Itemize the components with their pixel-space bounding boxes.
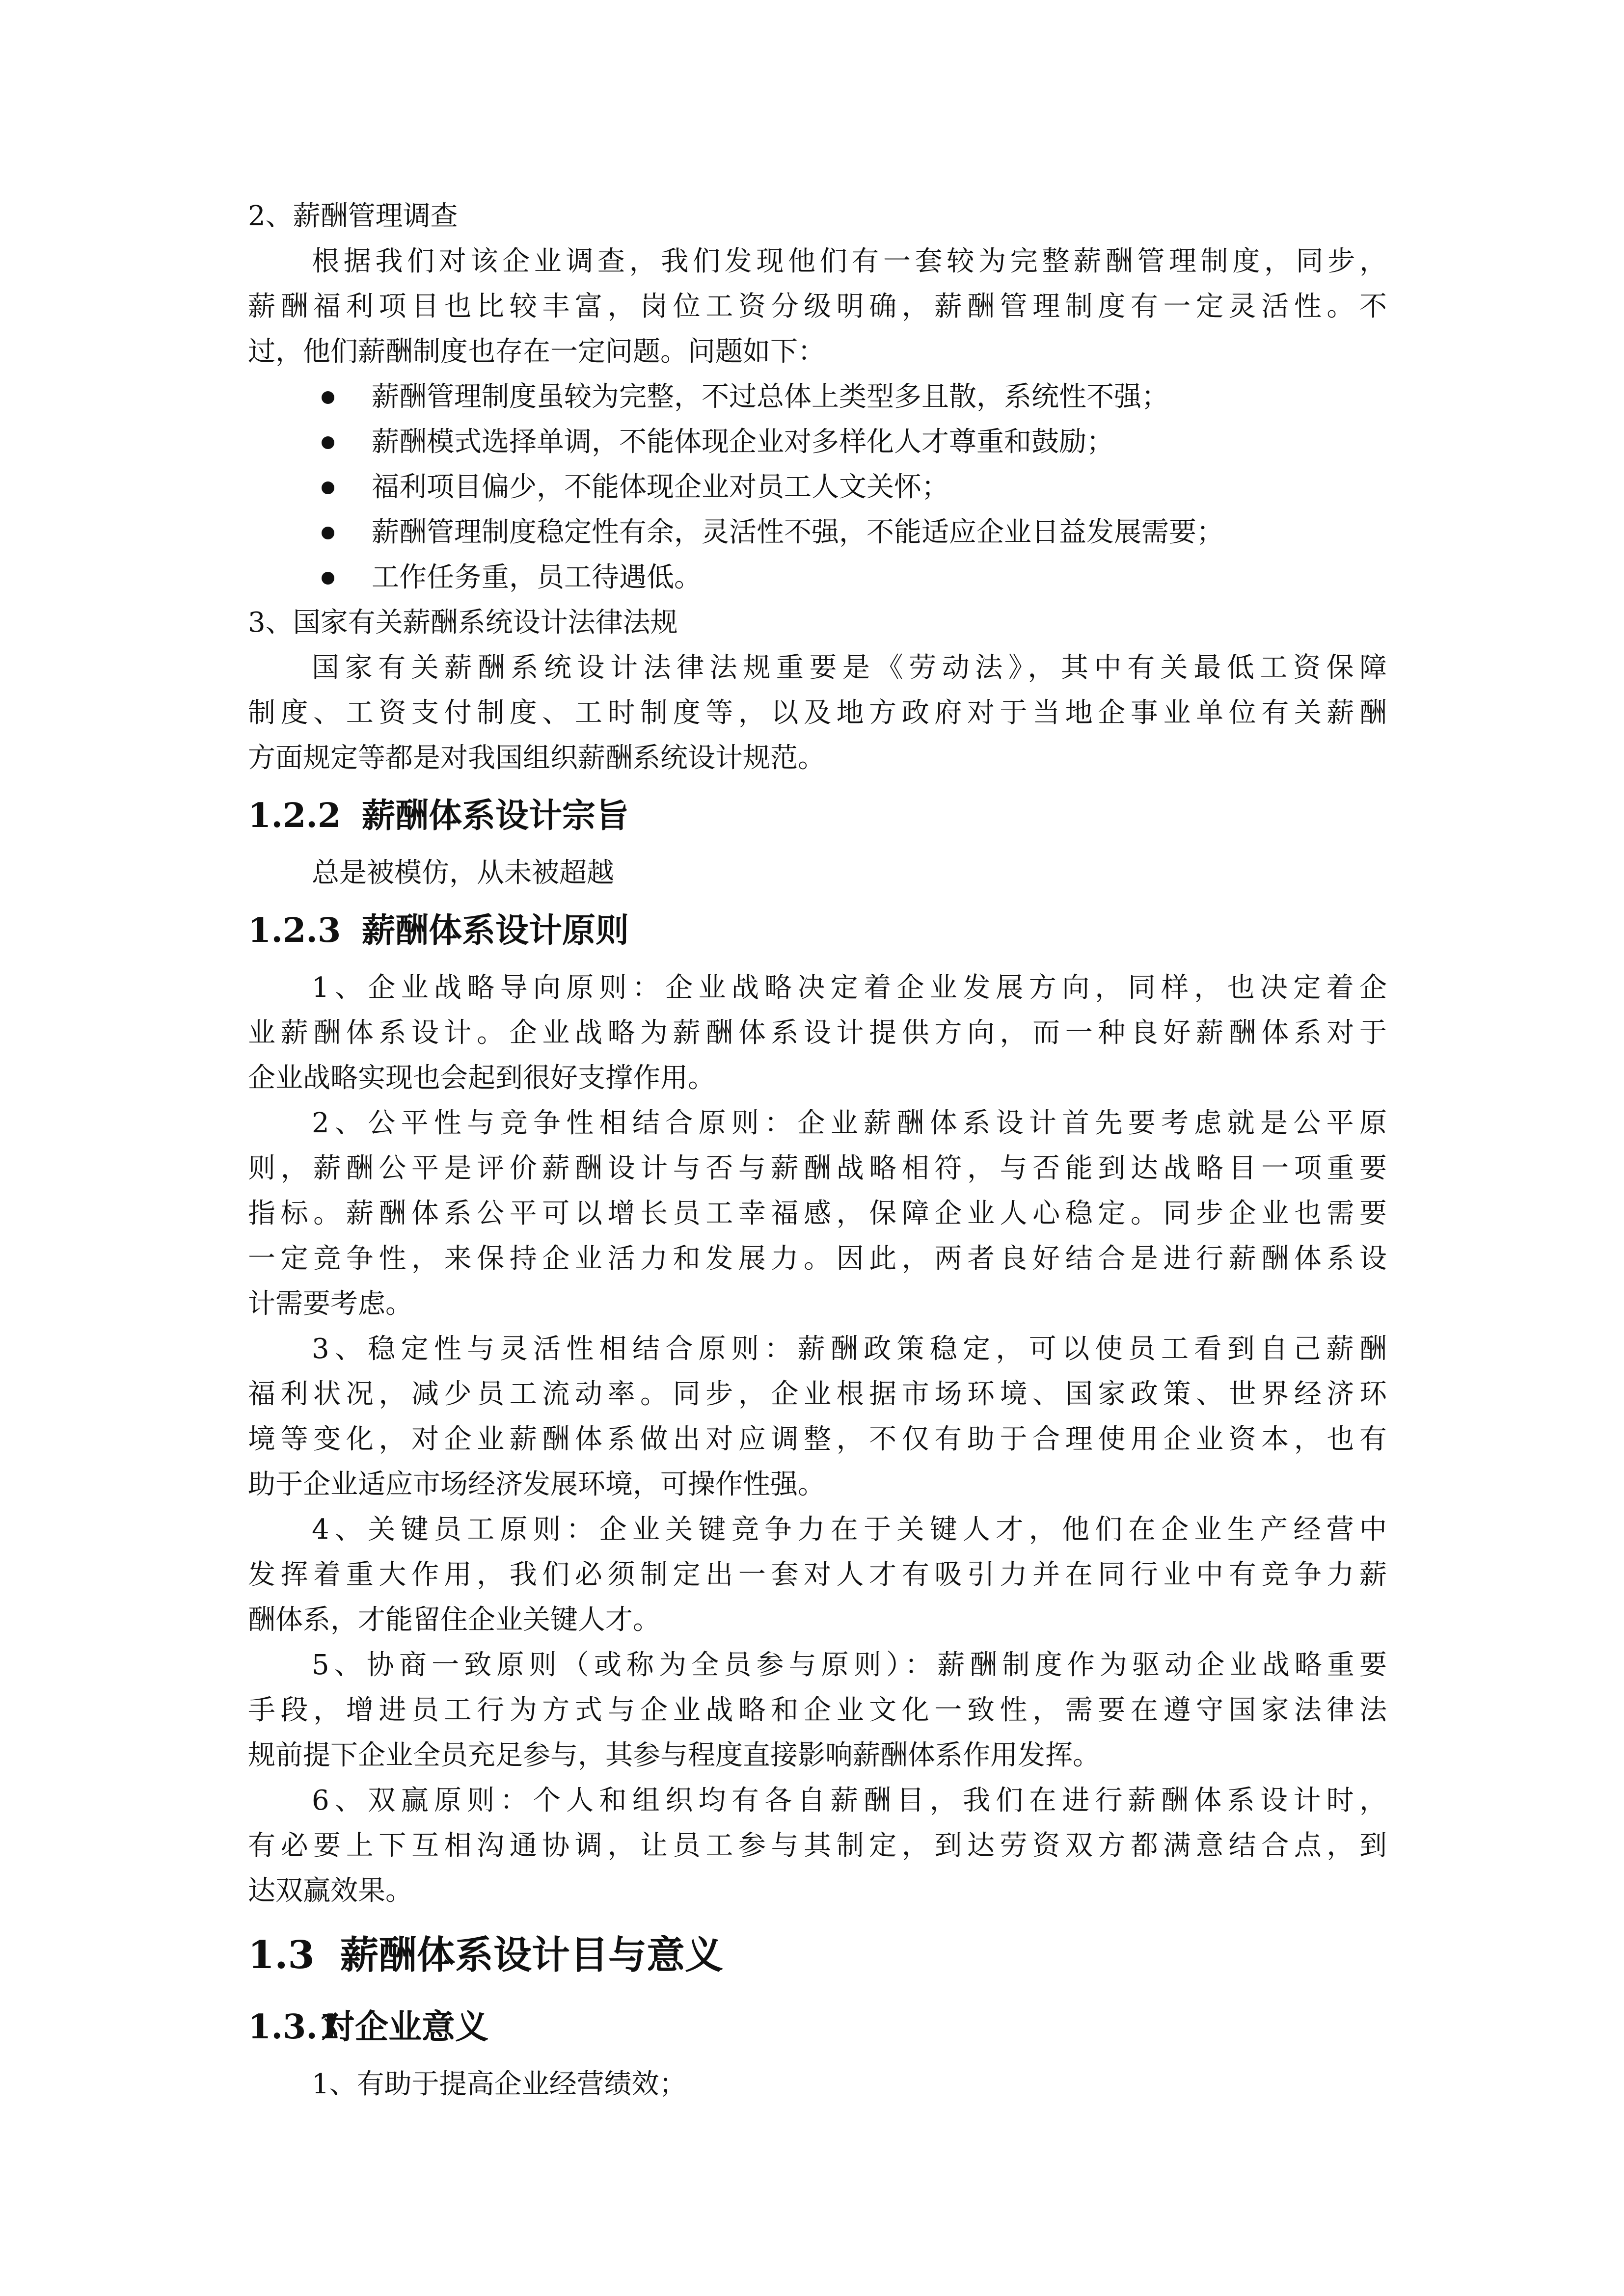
list-item [248, 420, 1387, 465]
paragraph-line: 根据我们对该企业调查，我们发现他们有一套较为完整薪酬管理制度，同步， [312, 245, 1387, 277]
section-heading: 2、薪酬管理调查 [248, 200, 458, 232]
bullet-icon [322, 572, 334, 585]
principle-paragraph [248, 965, 1387, 1101]
list-item-text: 薪酬管理制度稳定性有余，灵活性不强，不能适应企业日益发展需要； [372, 516, 1224, 548]
paragraph-line: 6、双赢原则：个人和组织均有各自薪酬目，我们在进行薪酬体系设计时， [312, 1785, 1387, 1816]
bullet-icon [322, 481, 334, 494]
list-item-text: 工作任务重，员工待遇低。 [372, 561, 702, 593]
principle-paragraph [248, 1327, 1387, 1507]
list-item-text: 薪酬模式选择单调，不能体现企业对多样化人才尊重和鼓励； [372, 426, 1114, 458]
paragraph-line: 则，薪酬公平是评价薪酬设计与否与薪酬战略相符，与否能到达战略目一项重要 [248, 1152, 1387, 1184]
paragraph-line: 一定竞争性，来保持企业活力和发展力。因此，两者良好结合是进行薪酬体系设 [248, 1243, 1387, 1275]
paragraph-line: 有必要上下互相沟通协调，让员工参与其制定，到达劳资双方都满意结合点，到 [248, 1830, 1387, 1862]
paragraph-line: 制度、工资支付制度、工时制度等，以及地方政府对于当地企事业单位有关薪酬 [248, 697, 1387, 729]
paragraph-line: 业薪酬体系设计。企业战略为薪酬体系设计提供方向，而一种良好薪酬体系对于 [248, 1017, 1387, 1049]
paragraph-line: 达双赢效果。 [248, 1875, 413, 1907]
paragraph-line: 过，他们薪酬制度也存在一定问题。问题如下： [248, 336, 825, 368]
bullet-list [248, 374, 1387, 600]
paragraph-line: 2、公平性与竞争性相结合原则：企业薪酬体系设计首先要考虑就是公平原 [312, 1107, 1387, 1139]
heading-title: 薪酬体系设计原则 [362, 911, 629, 950]
bullet-icon [322, 527, 334, 539]
heading-title: 薪酬体系设计目与意义 [340, 1933, 724, 1977]
list-item-text: 福利项目偏少，不能体现企业对员工人文关怀； [372, 471, 949, 503]
paragraph-line: 4、关键员工原则：企业关键竞争力在于关键人才，他们在企业生产经营中 [312, 1514, 1387, 1546]
list-item [248, 510, 1387, 555]
paragraph-line: 1、有助于提高企业经营绩效； [312, 2068, 687, 2100]
heading-number: 1.2.2 [248, 796, 341, 835]
paragraph-line: 方面规定等都是对我国组织薪酬系统设计规范。 [248, 742, 825, 774]
paragraph-line: 薪酬福利项目也比较丰富，岗位工资分级明确，薪酬管理制度有一定灵活性。不 [248, 291, 1387, 322]
paragraph-line: 手段，增进员工行为方式与企业战略和企业文化一致性，需要在遵守国家法律法 [248, 1694, 1387, 1726]
paragraph-line: 酬体系，才能留住企业关键人才。 [248, 1604, 660, 1636]
paragraph-line: 3、稳定性与灵活性相结合原则：薪酬政策稳定，可以使员工看到自己薪酬 [312, 1333, 1387, 1365]
paragraph-line: 规前提下企业全员充足参与，其参与程度直接影响薪酬体系作用发挥。 [248, 1739, 1100, 1771]
bullet-icon [322, 436, 334, 449]
paragraph-line: 指标。薪酬体系公平可以增长员工幸福感，保障企业人心稳定。同步企业也需要 [248, 1198, 1387, 1229]
principle-paragraph [248, 1507, 1387, 1643]
heading-number: 1.2.3 [248, 911, 341, 950]
list-item [248, 465, 1387, 510]
list-item [248, 374, 1387, 420]
heading-title: 薪酬体系设计宗旨 [362, 796, 629, 835]
heading-number: 1.3 [248, 1933, 315, 1977]
paragraph-line: 发挥着重大作用，我们必须制定出一套对人才有吸引力并在同行业中有竞争力薪 [248, 1559, 1387, 1591]
heading-title: 对企业意义 [322, 2007, 489, 2047]
bullet-icon [322, 391, 334, 404]
paragraph-line: 助于企业适应市场经济发展环境，可操作性强。 [248, 1468, 825, 1500]
principle-paragraph [248, 1643, 1387, 1778]
paragraph-line: 计需要考虑。 [248, 1288, 413, 1320]
section-heading-1-3 [248, 1919, 1387, 1992]
paragraph-line: 总是被模仿，从未被超越 [312, 857, 614, 889]
subsection-heading-1-2-2 [248, 784, 1387, 848]
heading-number: 1.3.1 [248, 2007, 341, 2047]
principle-paragraph [248, 1101, 1387, 1327]
paragraph-line: 企业战略实现也会起到很好支撑作用。 [248, 1062, 715, 1094]
list-item [248, 555, 1387, 600]
list-item-text: 薪酬管理制度虽较为完整，不过总体上类型多且散，系统性不强； [372, 381, 1169, 413]
paragraph-line: 国家有关薪酬系统设计法律法规重要是《劳动法》，其中有关最低工资保障 [312, 652, 1387, 684]
subsection-heading-1-2-3 [248, 899, 1387, 962]
subsection-heading-1-3-1 [248, 1995, 1387, 2059]
paragraph-line: 福利状况，减少员工流动率。同步，企业根据市场环境、国家政策、世界经济环 [248, 1378, 1387, 1410]
section-heading: 3、国家有关薪酬系统设计法律法规 [248, 607, 678, 639]
document-page [248, 194, 1387, 2107]
principle-paragraph [248, 1778, 1387, 1914]
paragraph-line: 1、企业战略导向原则：企业战略决定着企业发展方向，同样，也决定着企 [312, 972, 1387, 1004]
paragraph-line: 5、协商一致原则（或称为全员参与原则）：薪酬制度作为驱动企业战略重要 [312, 1649, 1387, 1681]
paragraph-line: 境等变化，对企业薪酬体系做出对应调整，不仅有助于合理使用企业资本，也有 [248, 1423, 1387, 1455]
